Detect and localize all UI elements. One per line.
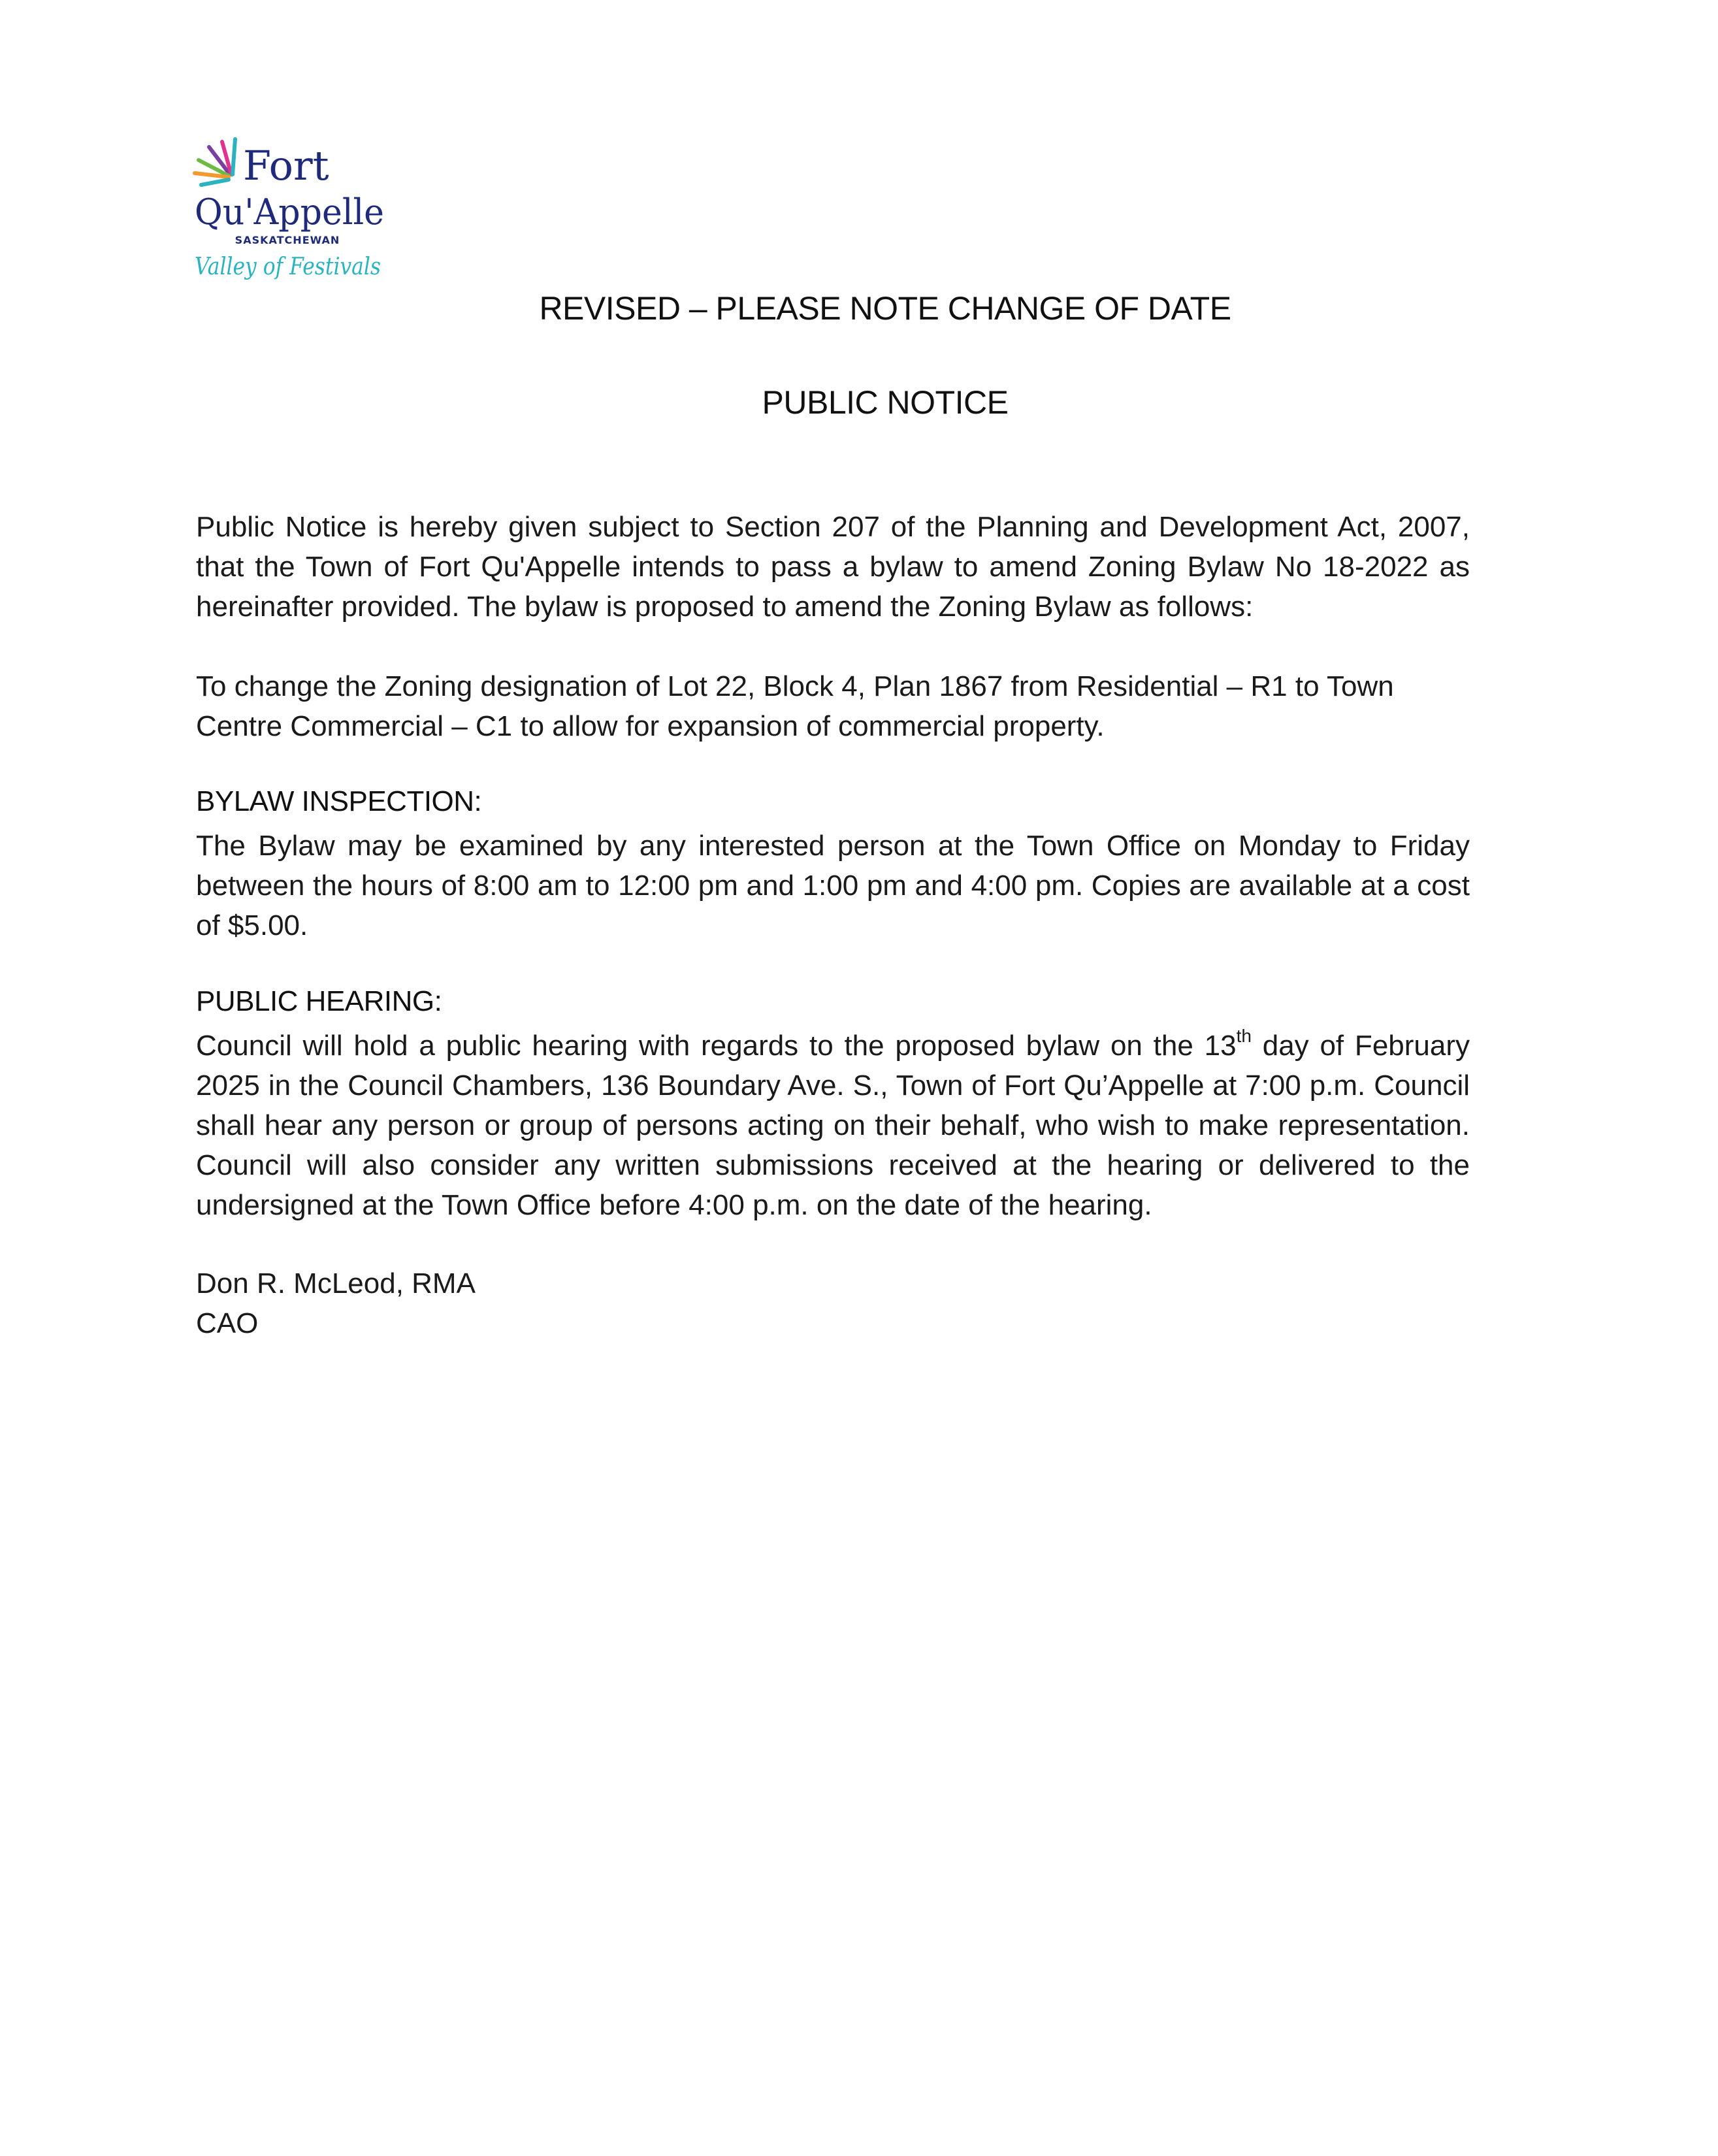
public-hearing-text — [196, 1026, 1470, 1225]
bylaw-inspection-label: BYLAW INSPECTION: — [196, 785, 482, 817]
hearing-text-before: Council will hold a public hearing with regards to the proposed bylaw on the 13 — [196, 1030, 1237, 1062]
public-notice-heading: PUBLIC NOTICE — [762, 384, 1009, 421]
logo-line2: Qu'Appelle — [195, 191, 384, 233]
logo-line3: SASKATCHEWAN — [235, 234, 340, 246]
signatory-title: CAO — [196, 1307, 259, 1339]
town-logo — [189, 134, 385, 291]
hearing-text-after: day of February 2025 in the Council Chambers, 136 Boundary Ave. S., Town of Fort Qu’Appelle at 7:00 p.m. Council shall hear any person or group of persons acting on their behalf, who wish to make representation. Council will also consider any written submissions received at the hearing or delivered to the undersigned at the Town Office before 4:00 p.m. on the date of the hearing. — [196, 1030, 1470, 1221]
logo-line1: Fort — [243, 142, 329, 189]
firework-icon — [195, 139, 235, 185]
hearing-day-suffix: th — [1236, 1026, 1252, 1047]
notice-paragraph-intro: Public Notice is hereby given subject to Section 207 of the Planning and Development Act, 2007, that the Town of Fort Qu'Appelle intends to pass a bylaw to amend Zoning Bylaw No 18-2022 as hereinafter provided. The bylaw is proposed to amend the Zoning Bylaw as follows: — [196, 511, 1470, 623]
public-hearing-label: PUBLIC HEARING: — [196, 985, 442, 1017]
revised-heading: REVISED – PLEASE NOTE CHANGE OF DATE — [539, 290, 1231, 327]
bylaw-inspection-text: The Bylaw may be examined by any interested person at the Town Office on Monday to Friday between the hours of 8:00 am to 12:00 pm and 1:00 pm and 4:00 pm. Copies are available at a cost of $5.00. — [196, 830, 1470, 941]
notice-paragraph-zoning: To change the Zoning designation of Lot 22, Block 4, Plan 1867 from Residential – R1 to Town Centre Commercial – C1 to allow for expansion of commercial property. — [196, 670, 1394, 742]
signatory-name: Don R. McLeod, RMA — [196, 1267, 476, 1299]
logo-tagline: Valley of Festivals — [195, 253, 381, 280]
